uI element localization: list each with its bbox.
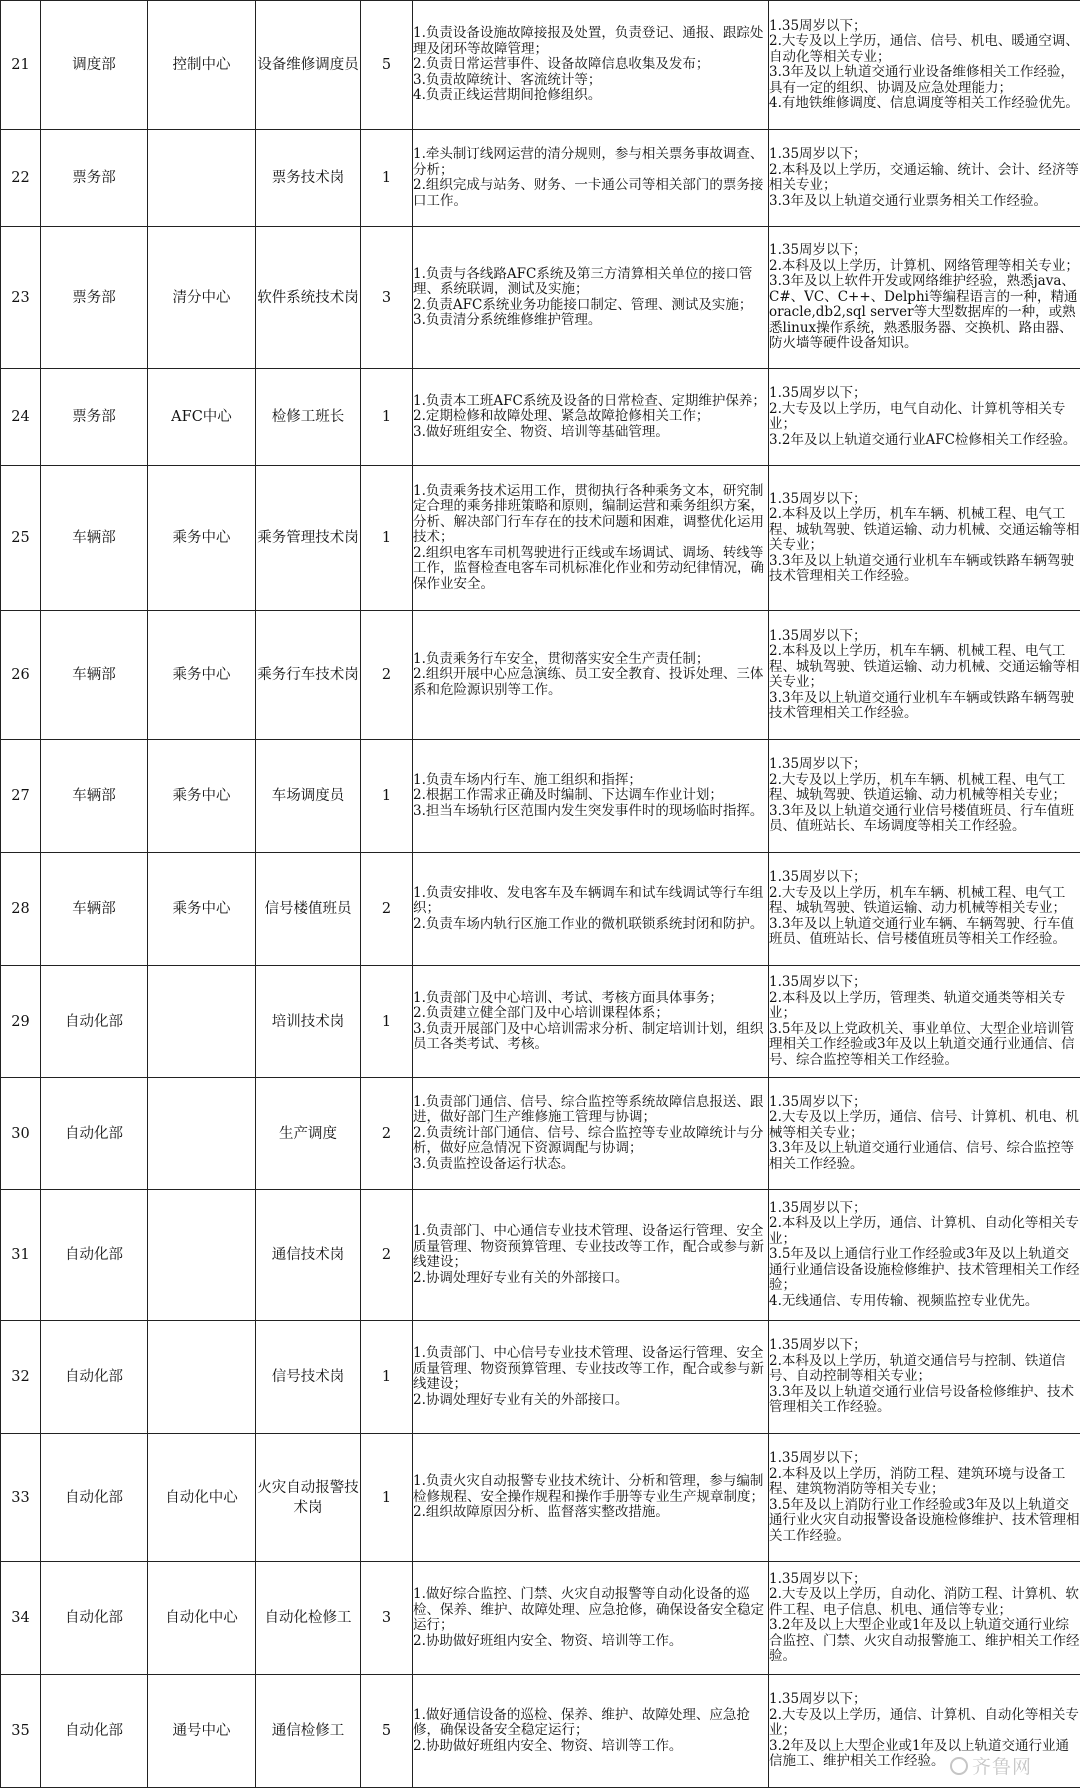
duties-cell: 1.做好通信设备的巡检、保养、维护、故障处理、应急抢修，确保设备安全稳定运行； 2.协助做好班组内安全、物资、培训等工作。 — [413, 1675, 769, 1788]
center-cell — [148, 1321, 256, 1434]
requirements-cell: 1.35周岁以下； 2.本科及以上学历，交通运输、统计、会计、经济等相关专业； 3.3年及以上轨道交通行业票务相关工作经验。 — [769, 130, 1080, 227]
department-cell: 自动化部 — [41, 1078, 148, 1190]
duties-cell: 1.负责部门、中心通信专业技术管理、设备运行管理、安全质量管理、物资预算管理、专业技改等工作，配合或参与新线建设； 2.协调处理好专业有关的外部接口。 — [413, 1190, 769, 1321]
headcount-cell: 3 — [361, 227, 413, 369]
duties-cell: 1.牵头制订线网运营的清分规则，参与相关票务事故调查、分析； 2.组织完成与站务、财务、一卡通公司等相关部门的票务接口工作。 — [413, 130, 769, 227]
headcount-cell: 2 — [361, 1078, 413, 1190]
requirements-cell: 1.35周岁以下； 2.大专及以上学历，机车车辆、机械工程、电气工程、城轨驾驶、铁道运输、动力机械等相关专业； 3.3年及以上轨道交通行业车辆、车辆驾驶、行车值班员、值班站长、信号楼值班员等相关工作经验。 — [769, 853, 1080, 966]
row-number: 33 — [1, 1434, 41, 1562]
headcount-cell: 3 — [361, 1562, 413, 1675]
duties-cell: 1.负责乘务技术运用工作，贯彻执行各种乘务文本，研究制定合理的乘务排班策略和原则，编制运营和乘务组织方案，分析、解决部门行车存在的技术问题和困难，调整优化运用技术； 2.组织电客车司机驾驶进行正线或车场调试、调场、转线等工作，监督检查电客车司机标准化作业和劳动纪律情况，确保作业安全。 — [413, 466, 769, 611]
table-row — [1, 1321, 1080, 1434]
requirements-cell: 1.35周岁以下； 2.大专及以上学历，自动化、消防工程、计算机、软件工程、电子信息、机电、通信等专业； 3.2年及以上大型企业或1年及以上轨道交通行业综合监控、门禁、火灾自动报警施工、维护相关工作经验。 — [769, 1562, 1080, 1675]
department-cell: 自动化部 — [41, 1675, 148, 1788]
department-cell: 车辆部 — [41, 466, 148, 611]
department-cell: 自动化部 — [41, 1562, 148, 1675]
row-number: 34 — [1, 1562, 41, 1675]
row-number: 32 — [1, 1321, 41, 1434]
watermark-text: 齐鲁网 — [972, 1756, 1033, 1778]
position-cell: 检修工班长 — [256, 369, 361, 466]
department-cell: 调度部 — [41, 1, 148, 130]
position-cell: 车场调度员 — [256, 740, 361, 853]
table-row — [1, 466, 1080, 611]
row-number: 25 — [1, 466, 41, 611]
headcount-cell: 1 — [361, 740, 413, 853]
requirements-cell: 1.35周岁以下； 2.本科及以上学历，轨道交通信号与控制、铁道信号、自动控制等相关专业； 3.3年及以上轨道交通行业信号设备检修维护、技术管理相关工作经验。 — [769, 1321, 1080, 1434]
table-row — [1, 1434, 1080, 1562]
position-cell: 通信技术岗 — [256, 1190, 361, 1321]
requirements-cell: 1.35周岁以下； 2.本科及以上学历，通信、计算机、自动化等相关专业； 3.5年及以上通信行业工作经验或3年及以上轨道交通行业通信设备设施检修维护、技术管理相关工作经验； 4.无线通信、专用传输、视频监控专业优先。 — [769, 1190, 1080, 1321]
center-cell — [148, 1190, 256, 1321]
row-number: 26 — [1, 611, 41, 740]
row-number: 31 — [1, 1190, 41, 1321]
department-cell: 车辆部 — [41, 853, 148, 966]
duties-cell: 1.负责安排收、发电客车及车辆调车和试车线调试等行车组织； 2.负责车场内轨行区施工作业的微机联锁系统封闭和防护。 — [413, 853, 769, 966]
headcount-cell: 1 — [361, 130, 413, 227]
center-cell: 乘务中心 — [148, 853, 256, 966]
position-cell: 信号技术岗 — [256, 1321, 361, 1434]
position-cell: 生产调度 — [256, 1078, 361, 1190]
table-row — [1, 1562, 1080, 1675]
row-number: 30 — [1, 1078, 41, 1190]
position-cell: 乘务行车技术岗 — [256, 611, 361, 740]
duties-cell: 1.负责部门通信、信号、综合监控等系统故障信息报送、跟进，做好部门生产维修施工管理与协调； 2.负责统计部门通信、信号、综合监控等专业故障统计与分析，做好应急情况下资源调配与协调； 3.负责监控设备运行状态。 — [413, 1078, 769, 1190]
headcount-cell: 5 — [361, 1, 413, 130]
duties-cell: 1.负责车场内行车、施工组织和指挥； 2.根据工作需求正确及时编制、下达调车作业计划； 3.担当车场轨行区范围内发生突发事件时的现场临时指挥。 — [413, 740, 769, 853]
center-cell: 自动化中心 — [148, 1434, 256, 1562]
headcount-cell: 1 — [361, 1321, 413, 1434]
headcount-cell: 1 — [361, 369, 413, 466]
requirements-cell: 1.35周岁以下； 2.大专及以上学历，通信、计算机、自动化等相关专业； 3.2年及以上大型企业或1年及以上轨道交通行业通信施工、维护相关工作经验。 — [769, 1675, 1080, 1788]
position-cell: 信号楼值班员 — [256, 853, 361, 966]
department-cell: 车辆部 — [41, 740, 148, 853]
requirements-cell: 1.35周岁以下； 2.本科及以上学历，消防工程、建筑环境与设备工程、建筑物消防等相关专业； 3.5年及以上消防行业工作经验或3年及以上轨道交通行业火灾自动报警设备设施检修维护、技术管理相关工作经验。 — [769, 1434, 1080, 1562]
requirements-cell: 1.35周岁以下； 2.大专及以上学历，通信、信号、机电、暖通空调、自动化等相关专业； 3.3年及以上轨道交通行业设备维修相关工作经验，具有一定的组织、协调及应急处理能力； 4.有地铁维修调度、信息调度等相关工作经验优先。 — [769, 1, 1080, 130]
center-cell: 乘务中心 — [148, 611, 256, 740]
requirements-cell: 1.35周岁以下； 2.大专及以上学历，机车车辆、机械工程、电气工程、城轨驾驶、铁道运输、动力机械等相关专业； 3.3年及以上轨道交通行业信号楼值班员、行车值班员、值班站长、车场调度等相关工作经验。 — [769, 740, 1080, 853]
requirements-cell: 1.35周岁以下； 2.本科及以上学历，管理类、轨道交通类等相关专业； 3.5年及以上党政机关、事业单位、大型企业培训管理相关工作经验或3年及以上轨道交通行业通信、信号、综合监控等相关工作经验。 — [769, 966, 1080, 1078]
table-body — [1, 1, 1080, 1788]
requirements-cell: 1.35周岁以下； 2.本科及以上学历，机车车辆、机械工程、电气工程、城轨驾驶、铁道运输、动力机械、交通运输等相关专业； 3.3年及以上轨道交通行业机车车辆或铁路车辆驾驶技术管理相关工作经验。 — [769, 611, 1080, 740]
table-row — [1, 1675, 1080, 1788]
headcount-cell: 1 — [361, 466, 413, 611]
headcount-cell: 1 — [361, 1434, 413, 1562]
row-number: 24 — [1, 369, 41, 466]
duties-cell: 1.负责与各线路AFC系统及第三方清算相关单位的接口管理、系统联调，测试及实施； 2.负责AFC系统业务功能接口制定、管理、测试及实施； 3.负责清分系统维修维护管理。 — [413, 227, 769, 369]
center-cell: 乘务中心 — [148, 466, 256, 611]
table-row — [1, 853, 1080, 966]
center-cell — [148, 966, 256, 1078]
requirements-cell: 1.35周岁以下； 2.本科及以上学历，机车车辆、机械工程、电气工程、城轨驾驶、铁道运输、动力机械、交通运输等相关专业； 3.3年及以上轨道交通行业机车车辆或铁路车辆驾驶技术管理相关工作经验。 — [769, 466, 1080, 611]
department-cell: 票务部 — [41, 227, 148, 369]
table-row — [1, 1190, 1080, 1321]
department-cell: 票务部 — [41, 369, 148, 466]
row-number: 27 — [1, 740, 41, 853]
position-cell: 通信检修工 — [256, 1675, 361, 1788]
duties-cell: 1.负责部门、中心信号专业技术管理、设备运行管理、安全质量管理、物资预算管理、专业技改等工作，配合或参与新线建设； 2.协调处理好专业有关的外部接口。 — [413, 1321, 769, 1434]
headcount-cell: 2 — [361, 1190, 413, 1321]
duties-cell: 1.负责设备设施故障接报及处置，负责登记、通报、跟踪处理及闭环等故障管理； 2.负责日常运营事件、设备故障信息收集及发布； 3.负责故障统计、客流统计等； 4.负责正线运营期间抢修组织。 — [413, 1, 769, 130]
department-cell: 票务部 — [41, 130, 148, 227]
table-row — [1, 1078, 1080, 1190]
position-cell: 设备维修调度员 — [256, 1, 361, 130]
row-number: 22 — [1, 130, 41, 227]
center-cell: AFC中心 — [148, 369, 256, 466]
requirements-cell: 1.35周岁以下； 2.大专及以上学历，电气自动化、计算机等相关专业； 3.2年及以上轨道交通行业AFC检修相关工作经验。 — [769, 369, 1080, 466]
duties-cell: 1.做好综合监控、门禁、火灾自动报警等自动化设备的巡检、保养、维护、故障处理、应急抢修，确保设备安全稳定运行； 2.协助做好班组内安全、物资、培训等工作。 — [413, 1562, 769, 1675]
row-number: 23 — [1, 227, 41, 369]
center-cell — [148, 1078, 256, 1190]
table-row — [1, 227, 1080, 369]
table-row — [1, 1, 1080, 130]
position-cell: 软件系统技术岗 — [256, 227, 361, 369]
headcount-cell: 2 — [361, 611, 413, 740]
headcount-cell: 2 — [361, 853, 413, 966]
center-cell: 控制中心 — [148, 1, 256, 130]
table-row — [1, 611, 1080, 740]
center-cell — [148, 130, 256, 227]
position-cell: 自动化检修工 — [256, 1562, 361, 1675]
row-number: 29 — [1, 966, 41, 1078]
center-cell: 乘务中心 — [148, 740, 256, 853]
center-cell: 清分中心 — [148, 227, 256, 369]
center-cell: 自动化中心 — [148, 1562, 256, 1675]
requirements-cell: 1.35周岁以下； 2.本科及以上学历，计算机、网络管理等相关专业； 3.3年及以上软件开发或网络维护经验，熟悉java、C#、VC、C++、Delphi等编程语言的一种，精通oracle,db2,sql server等大型数据库的一种，或熟悉linux操作系统，熟悉服务器、交换机、路由器、防火墙等硬件设备知识。 — [769, 227, 1080, 369]
center-cell: 通号中心 — [148, 1675, 256, 1788]
row-number: 28 — [1, 853, 41, 966]
table-row — [1, 369, 1080, 466]
department-cell: 自动化部 — [41, 1434, 148, 1562]
position-cell: 乘务管理技术岗 — [256, 466, 361, 611]
requirements-cell: 1.35周岁以下； 2.大专及以上学历，通信、信号、计算机、机电、机械等相关专业； 3.3年及以上轨道交通行业通信、信号、综合监控等相关工作经验。 — [769, 1078, 1080, 1190]
position-cell: 培训技术岗 — [256, 966, 361, 1078]
department-cell: 自动化部 — [41, 1190, 148, 1321]
department-cell: 车辆部 — [41, 611, 148, 740]
headcount-cell: 1 — [361, 966, 413, 1078]
table-row — [1, 740, 1080, 853]
position-cell: 火灾自动报警技术岗 — [256, 1434, 361, 1562]
table-row — [1, 130, 1080, 227]
row-number: 35 — [1, 1675, 41, 1788]
table-row — [1, 966, 1080, 1078]
headcount-cell: 5 — [361, 1675, 413, 1788]
duties-cell: 1.负责乘务行车安全，贯彻落实安全生产责任制； 2.组织开展中心应急演练、员工安全教育、投诉处理、三体系和危险源识别等工作。 — [413, 611, 769, 740]
duties-cell: 1.负责部门及中心培训、考试、考核方面具体事务； 2.负责建立健全部门及中心培训课程体系； 3.负责开展部门及中心培训需求分析、制定培训计划，组织员工各类考试、考核。 — [413, 966, 769, 1078]
department-cell: 自动化部 — [41, 966, 148, 1078]
position-cell: 票务技术岗 — [256, 130, 361, 227]
duties-cell: 1.负责本工班AFC系统及设备的日常检查、定期维护保养； 2.定期检修和故障处理、紧急故障抢修相关工作； 3.做好班组安全、物资、培训等基础管理。 — [413, 369, 769, 466]
department-cell: 自动化部 — [41, 1321, 148, 1434]
duties-cell: 1.负责火灾自动报警专业技术统计、分析和管理，参与编制检修规程、安全操作规程和操作手册等专业生产规章制度； 2.组织故障原因分析、监督落实整改措施。 — [413, 1434, 769, 1562]
row-number: 21 — [1, 1, 41, 130]
